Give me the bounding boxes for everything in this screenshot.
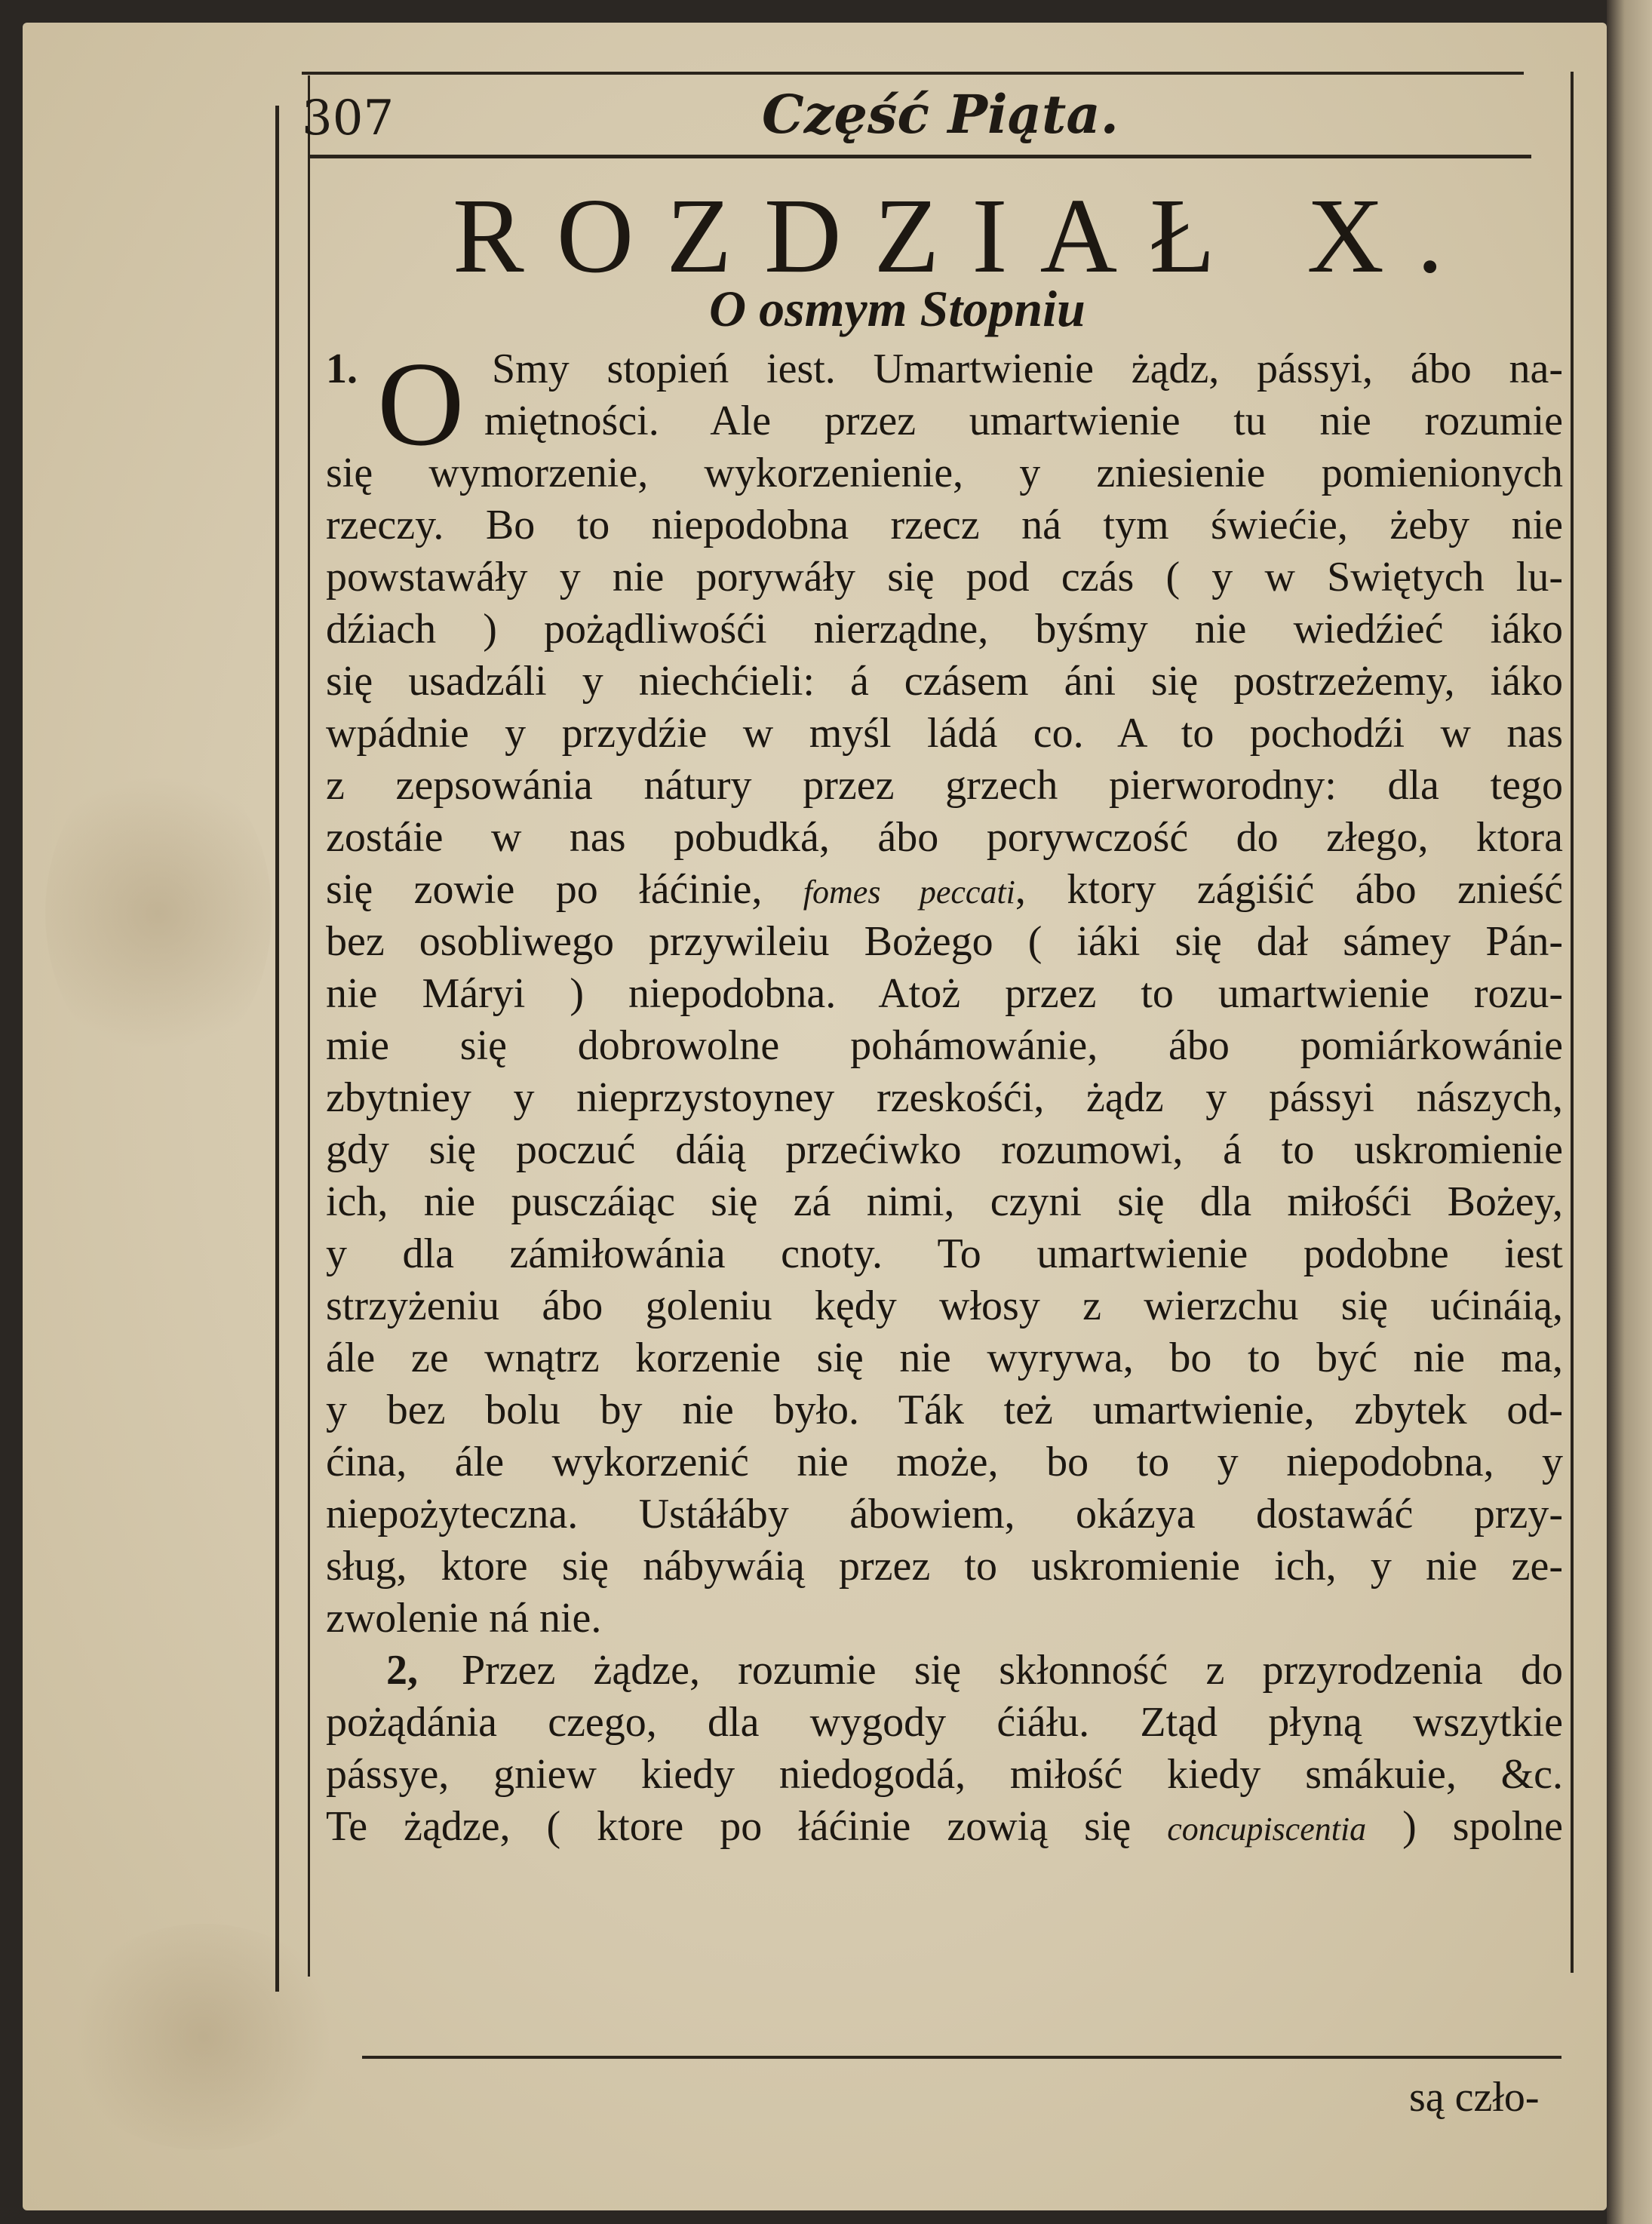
header-rule bbox=[309, 155, 1531, 158]
text-line: zostáie w nas pobudká, ábo porywczość do złego, ktora bbox=[326, 814, 1563, 861]
facing-page-edge bbox=[1607, 0, 1652, 2224]
text-line: 2, Przez żądze, rozumie się skłonność z przyrodzenia do bbox=[326, 1645, 1563, 1697]
text-line: y bez bolu by nie było. Ták też umartwienie, zbytek od- bbox=[326, 1387, 1563, 1433]
text-line: 1. Smy stopień iest. Umartwienie żądz, pássyi, ábo na- bbox=[326, 343, 1563, 395]
text-line: zwolenie ná nie. bbox=[326, 1595, 602, 1642]
text-line: powstawáły y nie porywáły się pod czás ( y w Swiętych lu- bbox=[326, 554, 1563, 601]
text-line: nie Máryi ) niepodobna. Atoż przez to umartwienie rozu- bbox=[326, 970, 1563, 1017]
paper-stain bbox=[45, 754, 272, 1071]
body-text bbox=[326, 336, 1564, 1853]
text-line: się usadzáli y niechćieli: á czásem áni się postrzeżemy, iáko bbox=[326, 658, 1563, 705]
drop-cap: O bbox=[377, 336, 465, 471]
chapter-title: ROZDZIAŁ X. bbox=[453, 176, 1476, 295]
top-frame-rule bbox=[302, 72, 1524, 75]
text-line: dźiach ) pożądliwośći nierządne, byśmy nie wiedźieć iáko bbox=[326, 606, 1563, 653]
text-line: gdy się poczuć dáią przećiwko rozumowi, á to uskromienie bbox=[326, 1126, 1563, 1173]
text-line: bez osobliwego przywileiu Bożego ( iáki się dał sámey Pán- bbox=[326, 918, 1563, 965]
text-line: rzeczy. Bo to niepodobna rzecz ná tym świećie, żeby nie bbox=[326, 502, 1563, 548]
latin-term: fomes peccati bbox=[803, 874, 1015, 911]
text-line: ćina, ále wykorzenić nie może, bo to y niepodobna, y bbox=[326, 1439, 1563, 1485]
text-line: strzyżeniu ábo goleniu kędy włosy z wierzchu się ućináią, bbox=[326, 1282, 1563, 1329]
running-title: Część Piąta. bbox=[762, 83, 1119, 146]
chapter-subtitle: O osmym Stopniu bbox=[709, 280, 1085, 337]
paper-stain bbox=[60, 1924, 347, 2150]
text-line: się wymorzenie, wykorzenienie, y zniesienie pomienionych bbox=[326, 450, 1563, 496]
text-line: zbytniey y nieprzystoyney rzeskośći, żądz y pássyi nászych, bbox=[326, 1074, 1563, 1121]
text-line: wpádnie y przydźie w myśl ládá co. A to pochodźi w nas bbox=[326, 710, 1563, 757]
text-line: niepożyteczna. Ustáłáby ábowiem, okázya dostawáć przy- bbox=[326, 1491, 1563, 1537]
text-line: sług, ktore się nábywáią przez to uskromienie ich, y nie ze- bbox=[326, 1543, 1563, 1590]
text-line: mie się dobrowolne pohámowánie, ábo pomiárkowánie bbox=[326, 1022, 1563, 1069]
text-line: pássye, gniew kiedy niedogodá, miłość kiedy smákuie, &c. bbox=[326, 1751, 1563, 1798]
text-line: pożądánia czego, dla wygody ćiáłu. Ztąd płyną wszytkie bbox=[326, 1699, 1563, 1746]
text-line: ále ze wnątrz korzenie się nie wyrywa, bo to być nie ma, bbox=[326, 1335, 1563, 1381]
bottom-frame-rule bbox=[362, 2056, 1561, 2059]
left-frame-rule bbox=[275, 106, 279, 1992]
paragraph-number: 1. bbox=[326, 346, 358, 392]
text-line: z zepsowánia nátury przez grzech pierworodny: dla tego bbox=[326, 762, 1563, 809]
text-line: miętności. Ale przez umartwienie tu nie rozumie bbox=[484, 398, 1563, 444]
inner-left-frame-rule bbox=[308, 75, 310, 1977]
paragraph-number: 2, bbox=[386, 1647, 418, 1694]
page-number: 307 bbox=[302, 91, 395, 146]
text-line: y dla zámiłowánia cnoty. To umartwienie podobne iest bbox=[326, 1230, 1563, 1277]
right-frame-rule bbox=[1571, 72, 1574, 1973]
catchword: są czło- bbox=[1409, 2074, 1540, 2121]
text-line: Te żądze, ( ktore po łáćinie zowią się concupiscentia ) spolne bbox=[326, 1803, 1564, 1850]
latin-term: concupiscentia bbox=[1167, 1811, 1367, 1848]
text-line: ich, nie pusczáiąc się zá nimi, czyni się dla miłośći Bożey, bbox=[326, 1178, 1563, 1225]
text-line: się zowie po łáćinie, fomes peccati, ktory zágiśić ábo znieść bbox=[326, 866, 1563, 913]
